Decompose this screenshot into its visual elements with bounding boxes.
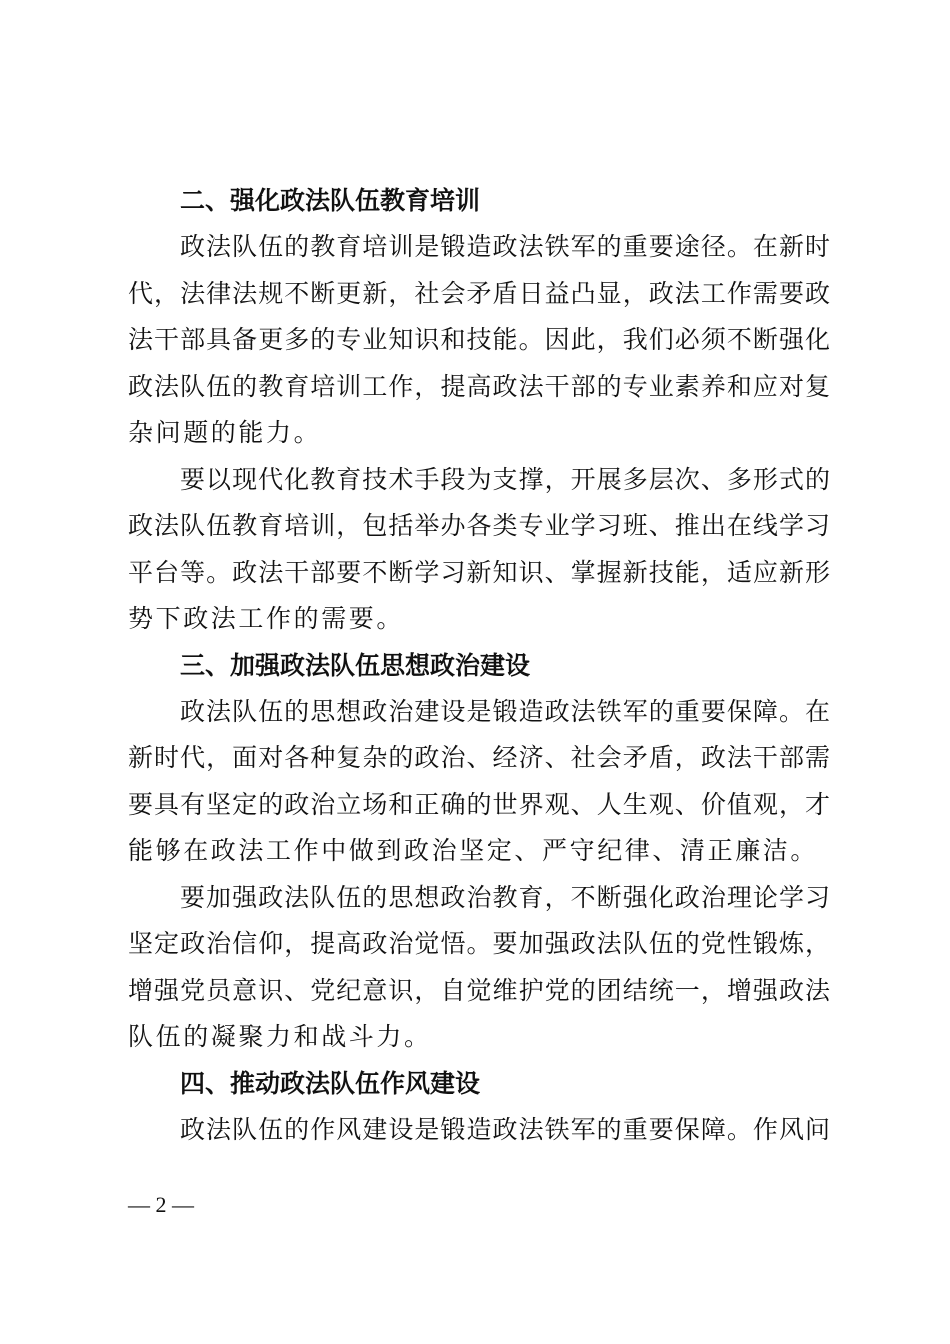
- section-heading: 四、推动政法队伍作风建设: [180, 1068, 481, 1098]
- text-line: 法干部具备更多的专业知识和技能。因此，我们必须不断强化: [128, 325, 830, 354]
- paragraph: [128, 875, 830, 1061]
- text-line: 增强党员意识、党纪意识，自觉维护党的团结统一，增强政法: [128, 975, 830, 1005]
- text-line: 要具有坚定的政治立场和正确的世界观、人生观、价值观，才: [128, 789, 830, 819]
- text-line: 平台等。政法干部要不断学习新知识、掌握新技能，适应新形: [128, 557, 830, 587]
- text-line: 要以现代化教育技术手段为支撑，开展多层次、多形式的: [180, 464, 830, 494]
- text-line: 政法队伍的教育培训工作，提高政法干部的专业素养和应对复: [128, 371, 830, 401]
- text-line: 坚定政治信仰，提高政治觉悟。要加强政法队伍的党性锻炼，: [128, 929, 830, 958]
- paragraph: [128, 457, 830, 643]
- document-body: [128, 178, 830, 1153]
- paragraph: [128, 224, 830, 457]
- text-line: 代，法律法规不断更新，社会矛盾日益凸显，政法工作需要政: [128, 278, 830, 308]
- text-line: 杂问题的能力。: [128, 418, 322, 447]
- page-number: — 2 —: [128, 1192, 194, 1217]
- text-line: 要加强政法队伍的思想政治教育，不断强化政治理论学习: [180, 882, 830, 912]
- text-line: 新时代，面对各种复杂的政治、经济、社会矛盾，政法干部需: [128, 743, 830, 772]
- paragraph: [128, 689, 830, 875]
- text-line: 政法队伍的思想政治建设是锻造政法铁军的重要保障。在: [180, 696, 830, 726]
- text-line: 势下政法工作的需要。: [128, 604, 405, 633]
- text-line: 能够在政法工作中做到政治坚定、严守纪律、清正廉洁。: [128, 836, 819, 865]
- text-line: 队伍的凝聚力和战斗力。: [128, 1022, 432, 1051]
- text-line: 政法队伍的教育培训是锻造政法铁军的重要途径。在新时: [180, 232, 830, 261]
- text-line: 政法队伍教育培训，包括举办各类专业学习班、推出在线学习: [128, 511, 830, 540]
- section-heading: 二、强化政法队伍教育培训: [180, 186, 481, 215]
- paragraph: [128, 1107, 830, 1154]
- text-line: 政法队伍的作风建设是锻造政法铁军的重要保障。作风问: [180, 1114, 830, 1144]
- section-heading: 三、加强政法队伍思想政治建设: [180, 650, 531, 680]
